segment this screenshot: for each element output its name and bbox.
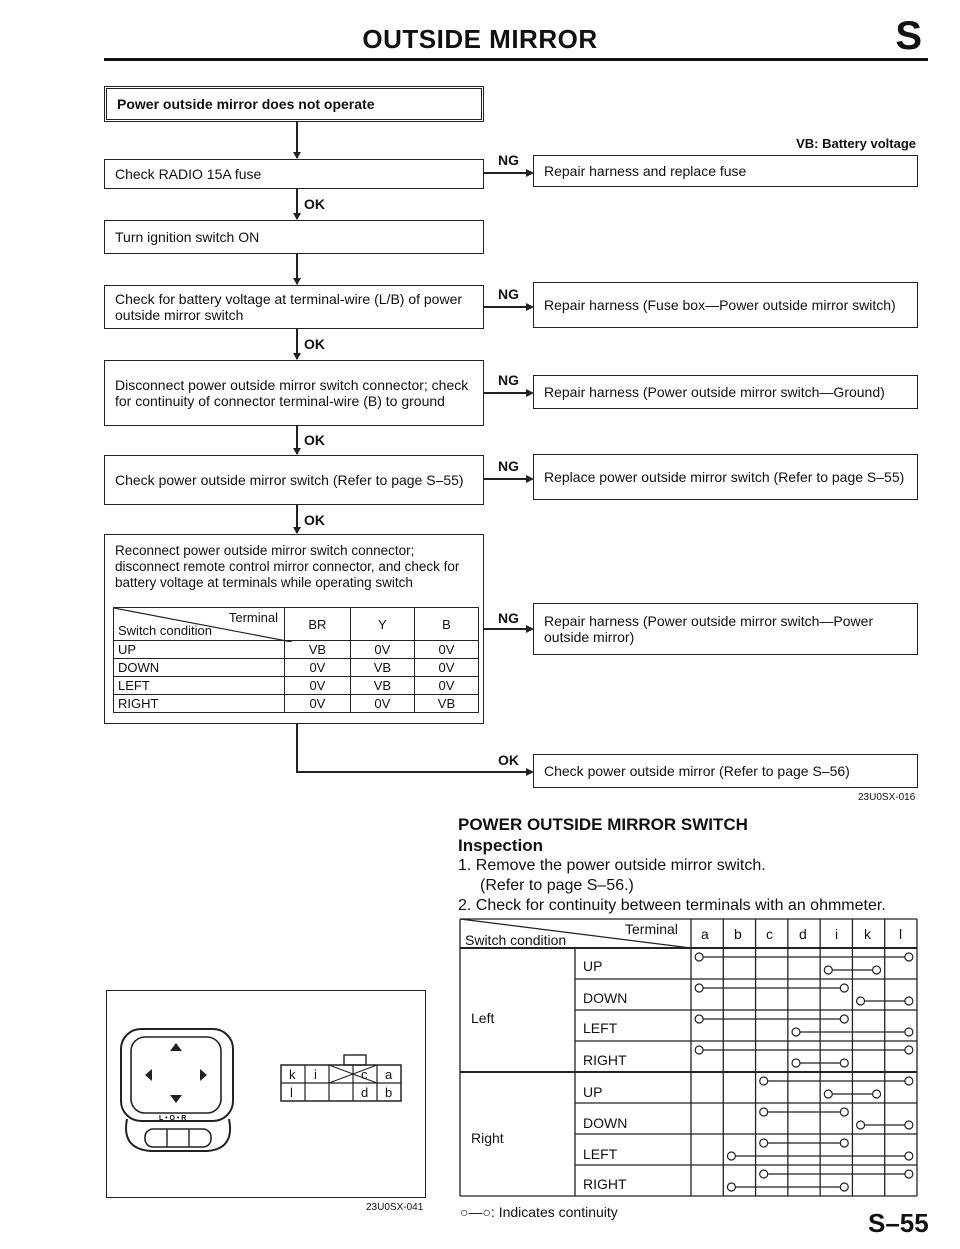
ng-line-3 (484, 392, 530, 394)
inspection-subtitle: Inspection (458, 836, 544, 855)
conn-l: l (290, 1085, 293, 1100)
flow-start-box (104, 86, 484, 122)
inspection-title: POWER OUTSIDE MIRROR SWITCH (458, 815, 748, 834)
voltage-cell: 0V (285, 659, 351, 677)
right-right: RIGHT (583, 1176, 627, 1192)
right-left: LEFT (583, 1146, 618, 1162)
ok-label-1: OK (304, 196, 325, 212)
voltage-col-2: B (414, 608, 478, 641)
continuity-terminal-dot (840, 1015, 848, 1023)
arrow-4 (293, 353, 301, 360)
voltage-col-1: Y (350, 608, 414, 641)
continuity-terminal-dot (905, 1152, 913, 1160)
knob-label: L • O • R (159, 1115, 187, 1122)
term-i: i (835, 926, 839, 942)
step5-box (104, 455, 484, 505)
cont-header-terminal: Terminal (625, 921, 678, 937)
ng-label-4: NG (498, 458, 519, 474)
continuity-terminal-dot (760, 1170, 768, 1178)
flow-figure-code: 23U0SX-016 (858, 792, 916, 803)
continuity-terminal-dot (905, 1046, 913, 1054)
continuity-terminal-dot (695, 1015, 703, 1023)
continuity-terminal-dot (695, 953, 703, 961)
voltage-header-cell (114, 608, 285, 641)
continuity-terminal-dot (840, 1139, 848, 1147)
ng-line-4 (484, 478, 530, 480)
left-right: RIGHT (583, 1052, 627, 1068)
switch-figure-code: 23U0SX-041 (366, 1202, 424, 1213)
cont-header-condition: Switch condition (465, 932, 567, 948)
arrow-5 (293, 448, 301, 455)
voltage-header-terminal: Terminal (228, 610, 278, 625)
term-l: l (899, 926, 903, 942)
ng-action-5 (533, 603, 918, 655)
ng-line-5 (484, 628, 530, 630)
continuity-terminal-dot (857, 997, 865, 1005)
voltage-cell: 0V (285, 695, 351, 713)
step6-box (104, 534, 484, 724)
step1-text: Check RADIO 15A fuse (115, 166, 262, 182)
conn-a: a (385, 1067, 393, 1082)
step3-text: Check for battery voltage at terminal-wire (L/B) of power outside mirror switch (115, 291, 463, 323)
continuity-terminal-dot (792, 1028, 800, 1036)
arrow-1 (293, 152, 301, 159)
page-title: OUTSIDE MIRROR (362, 24, 598, 54)
voltage-cell: 0V (414, 677, 478, 695)
ng-action-3-text: Repair harness (Power outside mirror switch—Ground) (544, 384, 885, 400)
term-d: d (799, 926, 807, 942)
voltage-cell: VB (350, 659, 414, 677)
voltage-cell: 0V (414, 659, 478, 677)
section-letter: S (895, 14, 922, 58)
ng-action-2 (533, 282, 918, 328)
flow-start-text: Power outside mirror does not operate (117, 96, 375, 112)
left-left: LEFT (583, 1020, 618, 1036)
inspection-step-2: 2. Check for continuity between terminals with an ohmmeter. (458, 897, 886, 914)
ng-action-2-text: Repair harness (Fuse box—Power outside mirror switch) (544, 297, 896, 313)
continuity-terminal-dot (824, 1090, 832, 1098)
voltage-table (113, 607, 479, 713)
continuity-terminal-dot (824, 966, 832, 974)
voltage-cell: 0V (350, 641, 414, 659)
voltage-header-condition: Switch condition (118, 623, 212, 638)
left-down: DOWN (583, 990, 628, 1006)
voltage-cell: 0V (414, 641, 478, 659)
step4-text: Disconnect power outside mirror switch connector; check for continuity of connector terminal-wire (B) to ground (115, 377, 469, 409)
ng-action-4-text: Replace power outside mirror switch (Refer to page S–55) (544, 469, 905, 485)
ng-line-1 (484, 172, 530, 174)
voltage-row-cond: DOWN (114, 659, 285, 677)
continuity-terminal-dot (857, 1121, 865, 1129)
conn-i: i (314, 1067, 317, 1082)
arrow-6 (293, 527, 301, 534)
continuity-terminal-dot (695, 984, 703, 992)
continuity-terminal-dot (792, 1059, 800, 1067)
step4-box (104, 360, 484, 426)
continuity-terminal-dot (760, 1139, 768, 1147)
continuity-terminal-dot (905, 1170, 913, 1178)
header-rule (104, 58, 928, 61)
ng-label-5: NG (498, 610, 519, 626)
voltage-row-cond: LEFT (114, 677, 285, 695)
continuity-terminal-dot (905, 953, 913, 961)
right-down: DOWN (583, 1115, 628, 1131)
term-b: b (734, 926, 742, 942)
ok-label-3: OK (304, 432, 325, 448)
continuity-terminal-dot (840, 1108, 848, 1116)
right-up: UP (583, 1084, 603, 1100)
continuity-terminal-dot (760, 1108, 768, 1116)
continuity-terminal-dot (905, 1121, 913, 1129)
ok-label-4: OK (304, 512, 325, 528)
ng-label-1: NG (498, 152, 519, 168)
ng-action-3 (533, 375, 918, 409)
voltage-row-cond: RIGHT (114, 695, 285, 713)
continuity-terminal-dot (840, 1183, 848, 1191)
step3-box (104, 285, 484, 329)
arrow-3 (293, 278, 301, 285)
term-k: k (864, 926, 871, 942)
ng-action-1-text: Repair harness and replace fuse (544, 163, 747, 179)
continuity-table (459, 918, 919, 1198)
term-a: a (701, 926, 709, 942)
continuity-terminal-dot (840, 984, 848, 992)
conn-k: k (289, 1067, 296, 1082)
step2-text: Turn ignition switch ON (115, 229, 260, 245)
switch-illustration (107, 991, 425, 1197)
voltage-cell: VB (285, 641, 351, 659)
conn-d: d (361, 1085, 369, 1100)
continuity-legend: ○—○: Indicates continuity (460, 1204, 618, 1220)
group-left: Left (471, 1010, 495, 1026)
final-action-box (533, 754, 918, 788)
ok-label-final: OK (498, 752, 519, 768)
continuity-terminal-dot (905, 1028, 913, 1036)
ng-line-2 (484, 306, 530, 308)
page-number: S–55 (868, 1208, 929, 1238)
voltage-cell: 0V (350, 695, 414, 713)
step1-box (104, 159, 484, 189)
step6-text: Reconnect power outside mirror switch connector; disconnect remote control mirror connector, and check for battery voltage at terminals while operating switch (115, 543, 460, 590)
voltage-row-cond: UP (114, 641, 285, 659)
step5-text: Check power outside mirror switch (Refer to page S–55) (115, 472, 464, 488)
voltage-cell: VB (414, 695, 478, 713)
continuity-terminal-dot (760, 1077, 768, 1085)
voltage-cell: VB (350, 677, 414, 695)
ng-label-3: NG (498, 372, 519, 388)
inspection-step-1-ref: (Refer to page S–56.) (480, 877, 634, 894)
continuity-terminal-dot (727, 1152, 735, 1160)
arrow-2 (293, 213, 301, 220)
conn-c: c (361, 1067, 368, 1082)
continuity-terminal-dot (905, 997, 913, 1005)
inspection-step-1: 1. Remove the power outside mirror switch. (458, 857, 766, 874)
continuity-terminal-dot (873, 1090, 881, 1098)
ng-label-2: NG (498, 286, 519, 302)
continuity-terminal-dot (840, 1059, 848, 1067)
continuity-terminal-dot (727, 1183, 735, 1191)
vb-note: VB: Battery voltage (796, 136, 916, 151)
conn-b: b (385, 1085, 393, 1100)
voltage-cell: 0V (285, 677, 351, 695)
continuity-grid (459, 918, 919, 1198)
ng-action-1 (533, 155, 918, 187)
final-vertical (296, 724, 298, 772)
ng-action-5-text: Repair harness (Power outside mirror switch—Power outside mirror) (544, 613, 874, 645)
left-up: UP (583, 958, 603, 974)
term-c: c (766, 926, 773, 942)
final-action-text: Check power outside mirror (Refer to page S–56) (544, 763, 850, 779)
continuity-terminal-dot (873, 966, 881, 974)
group-right: Right (471, 1130, 504, 1146)
continuity-terminal-dot (695, 1046, 703, 1054)
ng-action-4 (533, 454, 918, 500)
final-horizontal (296, 771, 530, 773)
switch-figure (106, 990, 426, 1198)
step2-box (104, 220, 484, 254)
ok-label-2: OK (304, 336, 325, 352)
continuity-terminal-dot (905, 1077, 913, 1085)
voltage-col-0: BR (285, 608, 351, 641)
